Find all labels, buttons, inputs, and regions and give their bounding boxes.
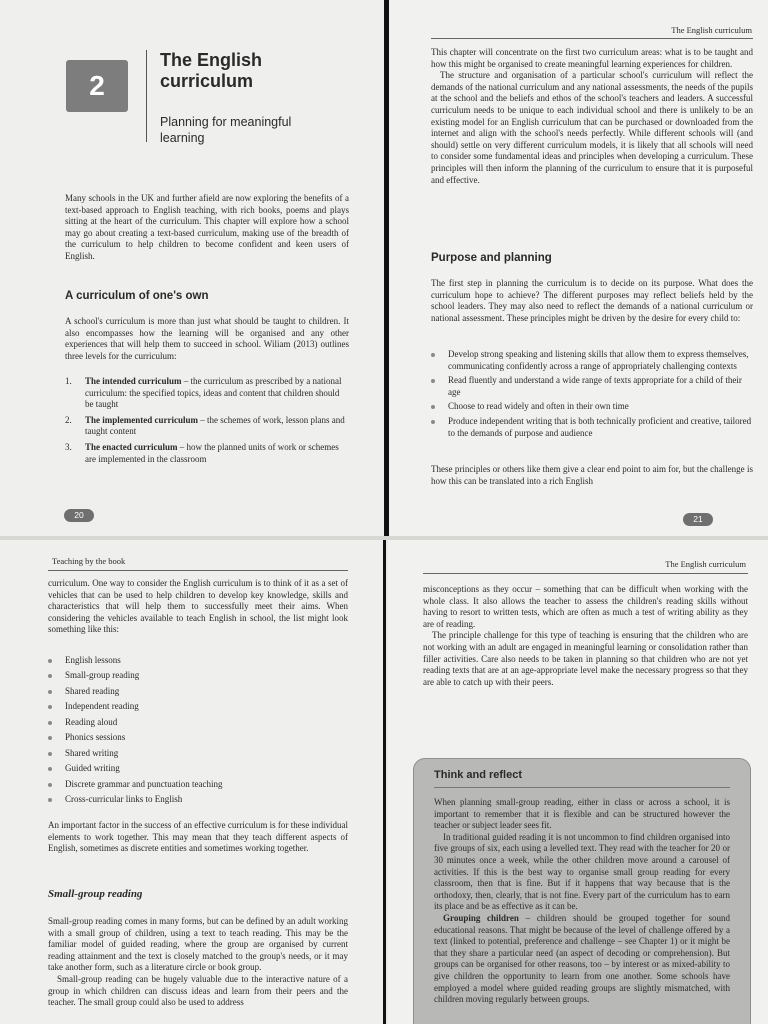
bullet-icon — [48, 705, 52, 709]
bullet-icon — [48, 674, 52, 678]
chapter-title: The English curriculum — [160, 50, 263, 91]
section-heading: Purpose and planning — [431, 252, 552, 264]
section-heading: A curriculum of one's own — [65, 290, 209, 302]
list-item — [48, 717, 348, 729]
body-text — [423, 584, 748, 688]
box-title: Think and reflect — [434, 769, 523, 781]
box-rule — [434, 787, 730, 788]
paragraph: In traditional guided reading it is not uncommon to find children organised into five groups of six, each using a levelled text. They read with the teacher for 20 or 30 minutes once a week, while the other children move around a carousel of activities. If this is the best way to organise small group reading for every classroom, then that is fine. But if it happens that way because that is the orthodoxy, then, clearly, that is not fine. Every part of the curriculum has to earn its place and be as effective as it can be. — [434, 831, 730, 912]
list-item-text: Independent reading — [65, 701, 139, 712]
bullet-icon — [48, 721, 52, 725]
list-item — [65, 442, 349, 465]
list-item — [48, 655, 348, 667]
body-paragraph: These principles or others like them give a clear end point to aim for, but the challenge is how this can be translated into a rich English — [431, 464, 753, 486]
list-item — [65, 376, 349, 411]
body-paragraph: An important factor in the success of an effective curriculum is for these individual elements to work together. This may mean that they teach different aspects of English, sometimes as discrete entities and sometimes working together. — [48, 820, 348, 854]
body-text — [48, 916, 348, 1009]
curriculum-levels-list — [65, 376, 349, 469]
list-item-text: Discrete grammar and punctuation teaching — [65, 778, 223, 789]
list-item — [431, 416, 753, 439]
list-item — [48, 794, 348, 806]
purpose-bullet-list — [431, 349, 753, 439]
list-desc: – the schemes of work, lesson plans and taught content — [85, 414, 345, 437]
bullet-icon — [48, 752, 52, 756]
box-term-desc: – children should be grouped together for sound educational reasons. That might be because of the level of challenge offered by a text (linked to potential, preference and challenge – see Chapter 1) or it might be that they share a particular need (an aspect of decoding or comprehension). But groups can be organised for other reasons, too – by interest or as mixed-ability to give children the opportunity to learn from one another. Some schools have employed a model where guided reading groups are slightly mismatched, with children moving regularly between groups. — [434, 912, 731, 1005]
list-desc: – the curriculum as prescribed by a national curriculum: the specified topics, ideas and content that children should be taught — [85, 376, 342, 410]
page-23 — [388, 540, 768, 1024]
paragraph: misconceptions as they occur – something that can be difficult when working with the whole class. It also allows the teacher to assess the children's reading skills without having to resort to written tests, which are often as much a test of writing ability as they are of reading. — [423, 584, 748, 629]
think-and-reflect-box — [413, 758, 751, 1024]
list-item — [431, 349, 753, 372]
page-21 — [388, 0, 768, 536]
list-item — [48, 763, 348, 775]
paragraph: The structure and organisation of a particular school's curriculum will reflect the demands of the national curriculum and any national assessments, the needs of the pupils at the school and the beliefs and ethos of the school's teachers and leaders. A successful curriculum needs to be unique to each individual school and there is unlikely to be an existing model for an English curriculum that can be purchased or downloaded from the internet and align with the school's needs perfectly. While different schools will (and should) settle on very different curriculum models, it is likely that all schools will need to consider some fundamental ideas and principles when developing a curriculum. These principles will then inform the planning of the curriculum to ensure that it is purposeful and effective. — [431, 70, 753, 185]
chapter-intro: Many schools in the UK and further afield are now exploring the benefits of a text-based approach to English teaching, with rich books, poems and plays sitting at the heart of the curriculum. This chapter will explore how a school may go about creating a text-based curriculum, making use of the breadth of the curriculum to help children to become confident and keen users of English. — [65, 193, 349, 261]
page-number: 21 — [683, 513, 713, 526]
paragraph: Small-group reading can be hugely valuable due to the interactive nature of a group in which children can discuss ideas and learn from their peers and the teacher. The small group could also be used to address — [48, 973, 348, 1008]
curriculum-vehicles-list — [48, 655, 348, 806]
box-term: Grouping children — [443, 912, 519, 923]
header-rule — [423, 573, 748, 574]
list-item — [48, 686, 348, 698]
list-number: 3. — [65, 441, 72, 452]
paragraph: This chapter will concentrate on the first two curriculum areas: what is to be taught and how this might be organised to create meaningful learning experiences for children. — [431, 47, 753, 69]
list-item-text: Produce independent writing that is both technically proficient and creative, tailored to the demands of purpose and audience — [448, 415, 752, 438]
spine-gutter-top — [384, 0, 389, 536]
bullet-icon — [48, 736, 52, 740]
list-item-text: Small-group reading — [65, 670, 140, 681]
chapter-divider — [146, 50, 147, 142]
body-paragraph: curriculum. One way to consider the English curriculum is to think of it as a set of vehicles that can be used to help children to develop key knowledge, skills and characteristics that will help them to successfully meet their aims. When considering the vehicles available to teach English in school, the list might look something like this: — [48, 578, 348, 635]
list-item-text: Shared reading — [65, 685, 120, 696]
list-item-text: Reading aloud — [65, 716, 118, 727]
list-desc: – how the planned units of work or schemes are implemented in the classroom — [85, 441, 339, 464]
spine-gutter-bottom — [383, 540, 386, 1024]
list-number: 2. — [65, 414, 72, 425]
page-20 — [0, 0, 384, 536]
list-item-text: Read fluently and understand a wide range of texts appropriate for a child of their age — [448, 375, 742, 397]
running-head: The English curriculum — [671, 25, 752, 35]
list-number: 1. — [65, 376, 72, 386]
list-item-text: English lessons — [65, 655, 121, 665]
chapter-number-badge: 2 — [66, 60, 128, 112]
list-term: The implemented curriculum — [85, 414, 198, 425]
list-item — [65, 415, 349, 438]
bullet-icon — [48, 690, 52, 694]
header-rule — [431, 38, 753, 39]
bullet-icon — [48, 659, 52, 663]
paragraph: Small-group reading comes in many forms, but can be defined by an adult working with a small group of children, using a text to teach reading. This may be the familiar model of guided reading, where the group are organised by current reading attainment and the text is closely matched to the group's needs, or it may take another form, such as a literature circle or book group. — [48, 916, 348, 973]
page-number: 20 — [64, 509, 94, 522]
bullet-icon — [431, 353, 435, 357]
page-22 — [0, 540, 384, 1024]
paragraph: The principle challenge for this type of teaching is ensuring that the children who are not working with an adult are engaged in meaningful learning or consolidation rather than filler activities. Care also needs to be taken in planning so that children who are not yet reading texts that are at an age-appropriate level make the necessary progress so that they are able to catch up with their peers. — [423, 630, 748, 687]
paragraph: When planning small-group reading, either in class or across a school, it is important to remember that it is flexible and can be structured however the teacher or subject leader sees fit. — [434, 797, 730, 831]
bullet-icon — [48, 767, 52, 771]
bullet-icon — [431, 379, 435, 383]
list-item — [48, 670, 348, 682]
list-item — [431, 375, 753, 398]
header-rule — [48, 570, 348, 571]
list-item-text: Guided writing — [65, 763, 120, 774]
box-text — [434, 797, 730, 1006]
list-item — [48, 732, 348, 744]
section-heading: Small-group reading — [48, 888, 143, 900]
list-item-text: Choose to read widely and often in their own time — [448, 401, 629, 412]
list-term: The enacted curriculum — [85, 441, 178, 452]
bullet-icon — [431, 405, 435, 409]
bullet-icon — [431, 420, 435, 424]
paragraph — [434, 913, 730, 1006]
list-item-text: Develop strong speaking and listening skills that allow them to express themselves, communicating confidently across a range of appropriately challenging contexts — [448, 349, 749, 371]
list-term: The intended curriculum — [85, 376, 182, 386]
bullet-icon — [48, 798, 52, 802]
bullet-icon — [48, 783, 52, 787]
chapter-subtitle: Planning for meaningful learning — [160, 115, 292, 145]
body-paragraph: A school's curriculum is more than just what should be taught to children. It also encompasses how the learning will be organised and any other experiences that will help them to succeed in school. Wiliam (2013) outlines three levels for the curriculum: — [65, 316, 349, 361]
list-item-text: Cross-curricular links to English — [65, 794, 183, 805]
list-item — [431, 401, 753, 413]
running-head: The English curriculum — [665, 559, 746, 569]
body-text — [431, 47, 753, 186]
body-paragraph: The first step in planning the curriculum is to decide on its purpose. What does the curriculum hope to achieve? The different purposes may reflect beliefs held by the school leaders. They may also need to reflect the demands of a national curriculum or national assessment. These principles might be driven by the desire for every child to: — [431, 278, 753, 323]
list-item-text: Shared writing — [65, 747, 119, 758]
list-item — [48, 701, 348, 713]
list-item — [48, 748, 348, 760]
list-item — [48, 779, 348, 791]
list-item-text: Phonics sessions — [65, 732, 126, 743]
spread-divider — [0, 536, 768, 540]
running-head: Teaching by the book — [52, 556, 126, 566]
